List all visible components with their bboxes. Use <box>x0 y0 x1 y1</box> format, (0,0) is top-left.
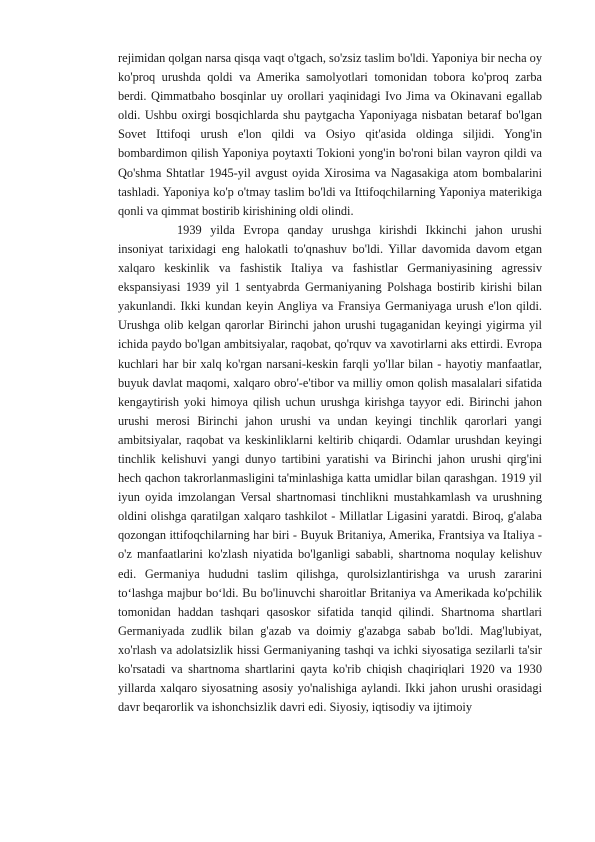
paragraph-1: rejimidan qolgan narsa qisqa vaqt o'tgach, so'zsiz taslim bo'ldi. Yaponiya bir necha oy ko'proq urushda qoldi va Amerika samolyotlari tomonidan tobora ko'proq zarba berdi. Qimmatbaho bosqinlar uy orollari yaqinidagi Ivo Jima va Okinavani egallab oldi. Ushbu oxirgi bosqichlarda shu paytgacha Yaponiyaga nisbatan betaraf bo'lgan Sovet Ittifoqi urush e'lon qildi va Osiyo qit'asida oldinga siljidi. Yong'in bombardimon qilish Yaponiya poytaxti Tokioni yong'in bo'roni bilan vayron qildi va Qo'shma Shtatlar 1945-yil avgust oyida Xirosima va Nagasakiga atom bombalarini tashladi. Yaponiya ko'p o'tmay taslim bo'ldi va Ittifoqchilarning Yaponiya materikiga qonli va qimmat bostirib kirishining oldi olindi. <box>118 51 542 218</box>
paragraph-2: 1939 yilda Evropa qanday urushga kirishdi Ikkinchi jahon urushi insoniyat tarixidagi eng halokatli to'qnashuv bo'ldi. Yillar davomida davom etgan xalqaro keskinlik va fashistik Italiya va fashistlar Germaniyasining agressiv ekspansiyasi 1939 yil 1 sentyabrda Germaniyaning Polshaga bostirib kirishi bilan yakunlandi. Ikki kundan keyin Angliya va Fransiya Germaniyaga urush e'lon qildi. Urushga olib kelgan qarorlar Birinchi jahon urushi tugaganidan keyingi yigirma yil ichida paydo bo'lgan ambitsiyalar, raqobat, qo'rquv va xavotirlarni aks ettirdi. Evropa kuchlari har bir xalq ko'rgan narsani-keskin farqli yo'llar bilan - hayotiy manfaatlar, buyuk davlat maqomi, xalqaro obro'-e'tibor va milliy omon qolish masalalari sifatida kengaytirish yoki himoya qilish uchun urushga kirishga tayyor edi. Birinchi jahon urushi merosi Birinchi jahon urushi va undan keyingi tinchlik qarorlari yangi ambitsiyalar, raqobat va keskinliklarni keltirib chiqardi. Odamlar urushdan keyingi tinchlik kelishuvi yangi dunyo tartibini yaratishi va Birinchi jahon urushi qirg'ini hech qachon takrorlanmasligini ta'minlashiga katta umidlar bilan qarashgan. 1919 yil iyun oyida imzolangan Versal shartnomasi tinchlikni mustahkamlash va urushning oldini olishga qaratilgan xalqaro tashkilot - Millatlar Ligasini yaratdi. Biroq, g'alaba qozongan ittifoqchilarning har biri - Buyuk Britaniya, Amerika, Frantsiya va Italiya - o'z manfaatlarini ko'zlash niyatida bo'lganligi sababli, shartnoma noqulay kelishuv edi. Germaniya hududni taslim qilishga, qurolsizlantirishga va urush zararini to‘lashga majbur bo‘ldi. Bu bo'linuvchi sharoitlar Britaniya va Amerikada ko'pchilik tomonidan haddan tashqari qasoskor sifatida tanqid qilindi. Shartnoma shartlari Germaniyada zudlik bilan g'azab va doimiy g'azabga sabab bo'ldi. Mag'lubiyat, xo'rlash va adolatsizlik hissi Germaniyaning tashqi va ichki siyosatiga sezilarli ta'sir ko'rsatadi va shartnoma shartlarini qayta ko'rib chiqish chaqiriqlari 1920 va 1930 yillarda xalqaro siyosatning asosiy yo'nalishiga aylandi. Ikki jahon urushi orasidagi davr beqarorlik va ishonchsizlik davri edi. Siyosiy, iqtisodiy va ijtimoiy <box>118 222 542 715</box>
body-text <box>118 49 542 717</box>
